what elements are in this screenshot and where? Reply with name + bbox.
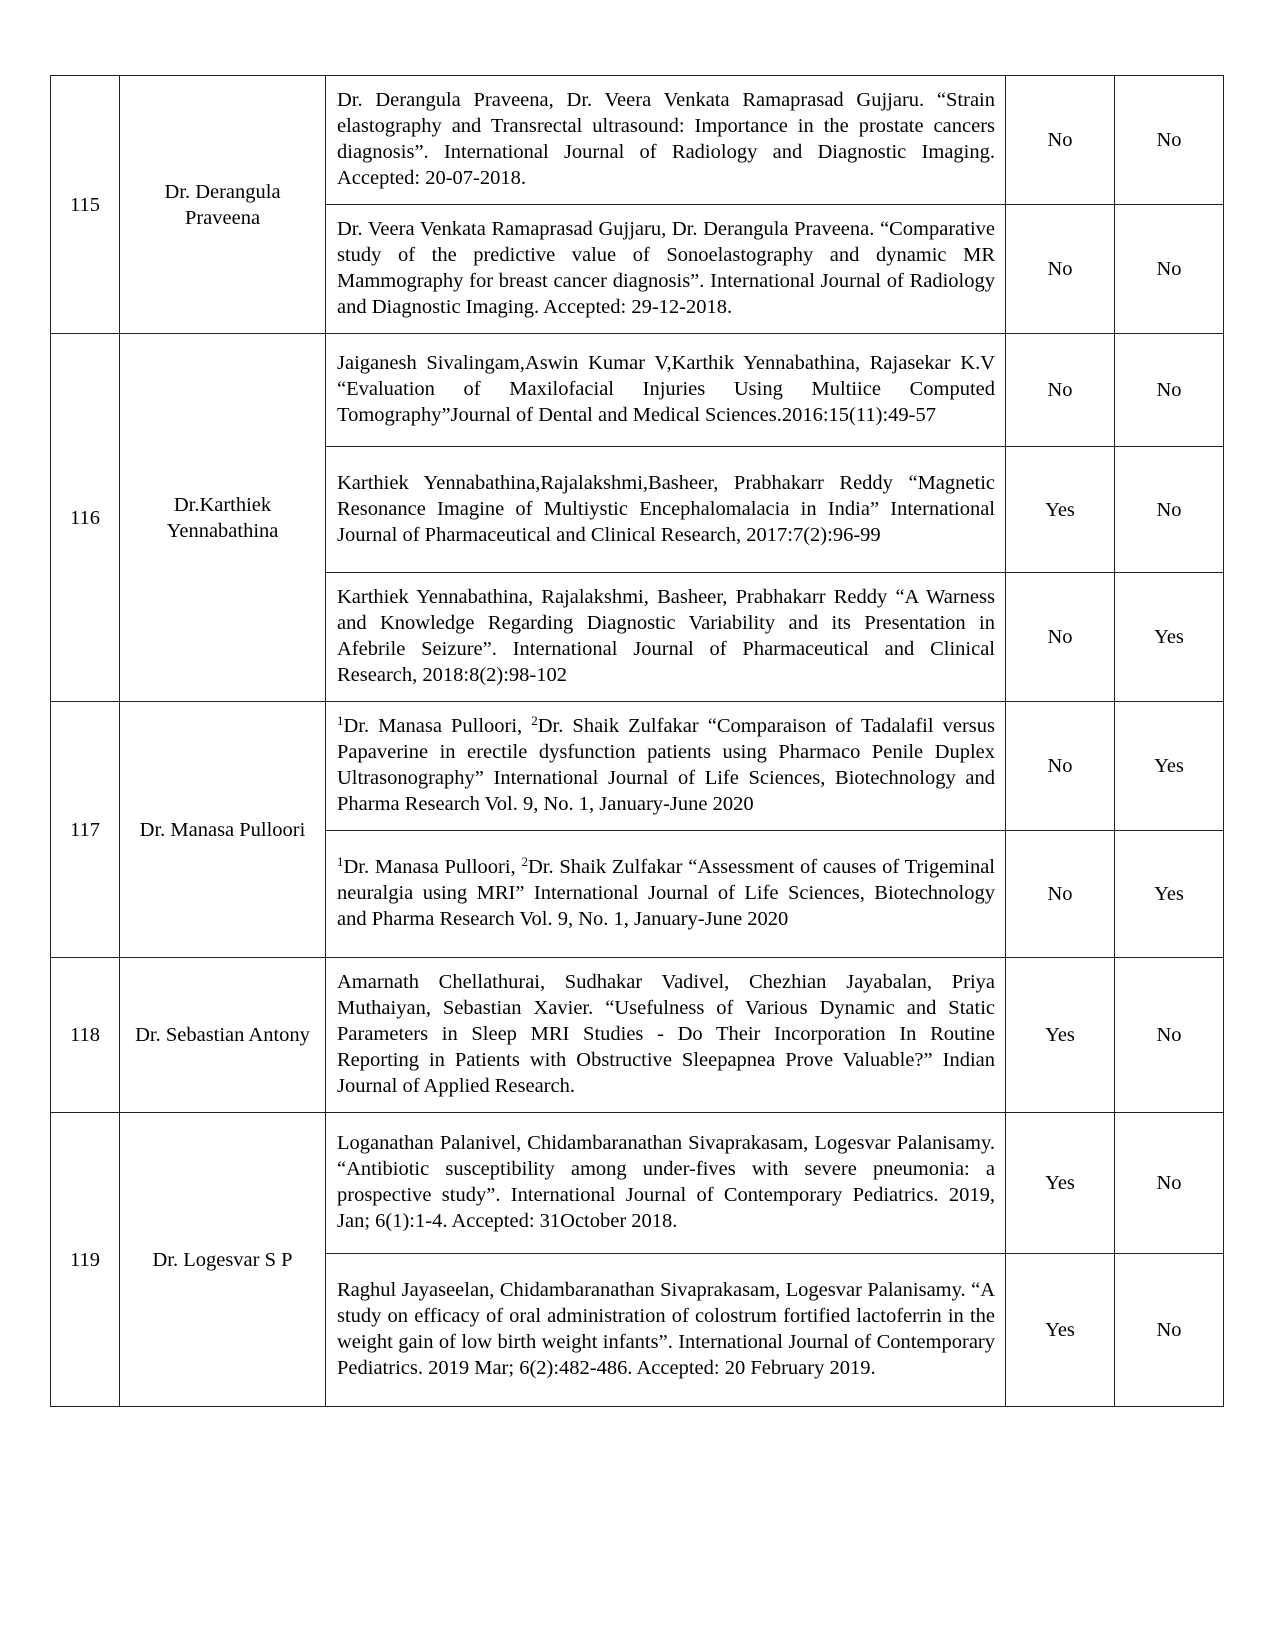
flag-cell-1: No [1006,334,1115,447]
publication-citation: Jaiganesh Sivalingam,Aswin Kumar V,Karthik Yennabathina, Rajasekar K.V “Evaluation of Maxilofacial Injuries Using Multiice Computed Tomography”Journal of Dental and Medical Sciences.2016:15(11):49-57 [326,334,1006,447]
publication-citation: Karthiek Yennabathina, Rajalakshmi, Basheer, Prabhakarr Reddy “A Warness and Knowledge Regarding Diagnostic Variability and its Presentation in Afebrile Seizure”. International Journal of Pharmaceutical and Clinical Research, 2018:8(2):98-102 [326,573,1006,702]
faculty-name: Dr.Karthiek Yennabathina [120,334,326,702]
flag-cell-2: No [1115,1254,1224,1407]
publication-citation: Raghul Jayaseelan, Chidambaranathan Sivaprakasam, Logesvar Palanisamy. “A study on efficacy of oral administration of colostrum fortified lactoferrin in the weight gain of low birth weight infants”. International Journal of Contemporary Pediatrics. 2019 Mar; 6(2):482-486. Accepted: 20 February 2019. [326,1254,1006,1407]
publication-citation: Dr. Derangula Praveena, Dr. Veera Venkata Ramaprasad Gujjaru. “Strain elastography and Transrectal ultrasound: Importance in the prostate cancers diagnosis”. International Journal of Radiology and Diagnostic Imaging. Accepted: 20-07-2018. [326,76,1006,205]
flag-cell-1: No [1006,205,1115,334]
serial-number: 119 [51,1113,120,1407]
serial-number: 118 [51,958,120,1113]
table-row [51,76,1224,205]
flag-cell-2: No [1115,334,1224,447]
flag-cell-2: No [1115,447,1224,573]
flag-cell-1: No [1006,702,1115,831]
flag-cell-2: No [1115,205,1224,334]
flag-cell-1: Yes [1006,958,1115,1113]
first-author: Dr. Manasa Pulloori, [343,715,532,737]
flag-cell-1: No [1006,831,1115,958]
flag-cell-1: Yes [1006,1113,1115,1254]
flag-cell-1: Yes [1006,1254,1115,1407]
publication-citation: Dr. Veera Venkata Ramaprasad Gujjaru, Dr. Derangula Praveena. “Comparative study of the predictive value of Sonoelastography and dynamic MR Mammography for breast cancer diagnosis”. International Journal of Radiology and Diagnostic Imaging. Accepted: 29-12-2018. [326,205,1006,334]
faculty-name: Dr. Logesvar S P [120,1113,326,1407]
author-superscript: 2 [531,713,538,728]
flag-cell-2: Yes [1115,702,1224,831]
flag-cell-2: No [1115,958,1224,1113]
flag-cell-2: No [1115,1113,1224,1254]
serial-number: 116 [51,334,120,702]
publication-citation: Loganathan Palanivel, Chidambaranathan Sivaprakasam, Logesvar Palanisamy. “Antibiotic susceptibility among under-fives with severe pneumonia: a prospective study”. International Journal of Contemporary Pediatrics. 2019, Jan; 6(1):1-4. Accepted: 31October 2018. [326,1113,1006,1254]
flag-cell-1: Yes [1006,447,1115,573]
first-author: Dr. Manasa Pulloori, [343,856,522,878]
table-row [51,702,1224,831]
flag-cell-2: Yes [1115,573,1224,702]
publication-citation: Amarnath Chellathurai, Sudhakar Vadivel, Chezhian Jayabalan, Priya Muthaiyan, Sebastian Xavier. “Usefulness of Various Dynamic and Static Parameters in Sleep MRI Studies - Do Their Incorporation In Routine Reporting in Patients with Obstructive Sleepapnea Prove Valuable?” Indian Journal of Applied Research. [326,958,1006,1113]
citation-text: Dr. Shaik Zulfakar “Comparaison of Tadalafil versus Papaverine in erectile dysfunction patients using Pharmaco Penile Duplex Ultrasonography” International Journal of Life Sciences, Biotechnology and Pharma Research Vol. 9, No. 1, January-June 2020 [337,715,995,815]
faculty-name: Dr. Manasa Pulloori [120,702,326,958]
publications-table [50,75,1224,1407]
table-row [51,334,1224,447]
serial-number: 115 [51,76,120,334]
author-superscript: 1 [337,713,344,728]
author-superscript: 1 [337,854,344,869]
author-superscript: 2 [521,854,528,869]
flag-cell-2: No [1115,76,1224,205]
flag-cell-1: No [1006,76,1115,205]
flag-cell-1: No [1006,573,1115,702]
publication-citation [326,702,1006,831]
publication-citation [326,831,1006,958]
publication-citation: Karthiek Yennabathina,Rajalakshmi,Basheer, Prabhakarr Reddy “Magnetic Resonance Imagine of Multiystic Encephalomalacia in India” International Journal of Pharmaceutical and Clinical Research, 2017:7(2):96-99 [326,447,1006,573]
table-row [51,1113,1224,1254]
flag-cell-2: Yes [1115,831,1224,958]
faculty-name: Dr. Sebastian Antony [120,958,326,1113]
citation-text: Dr. Shaik Zulfakar “Assessment of causes of Trigeminal neuralgia using MRI” International Journal of Life Sciences, Biotechnology and Pharma Research Vol. 9, No. 1, January-June 2020 [337,856,995,930]
faculty-name: Dr. Derangula Praveena [120,76,326,334]
serial-number: 117 [51,702,120,958]
table-row [51,958,1224,1113]
